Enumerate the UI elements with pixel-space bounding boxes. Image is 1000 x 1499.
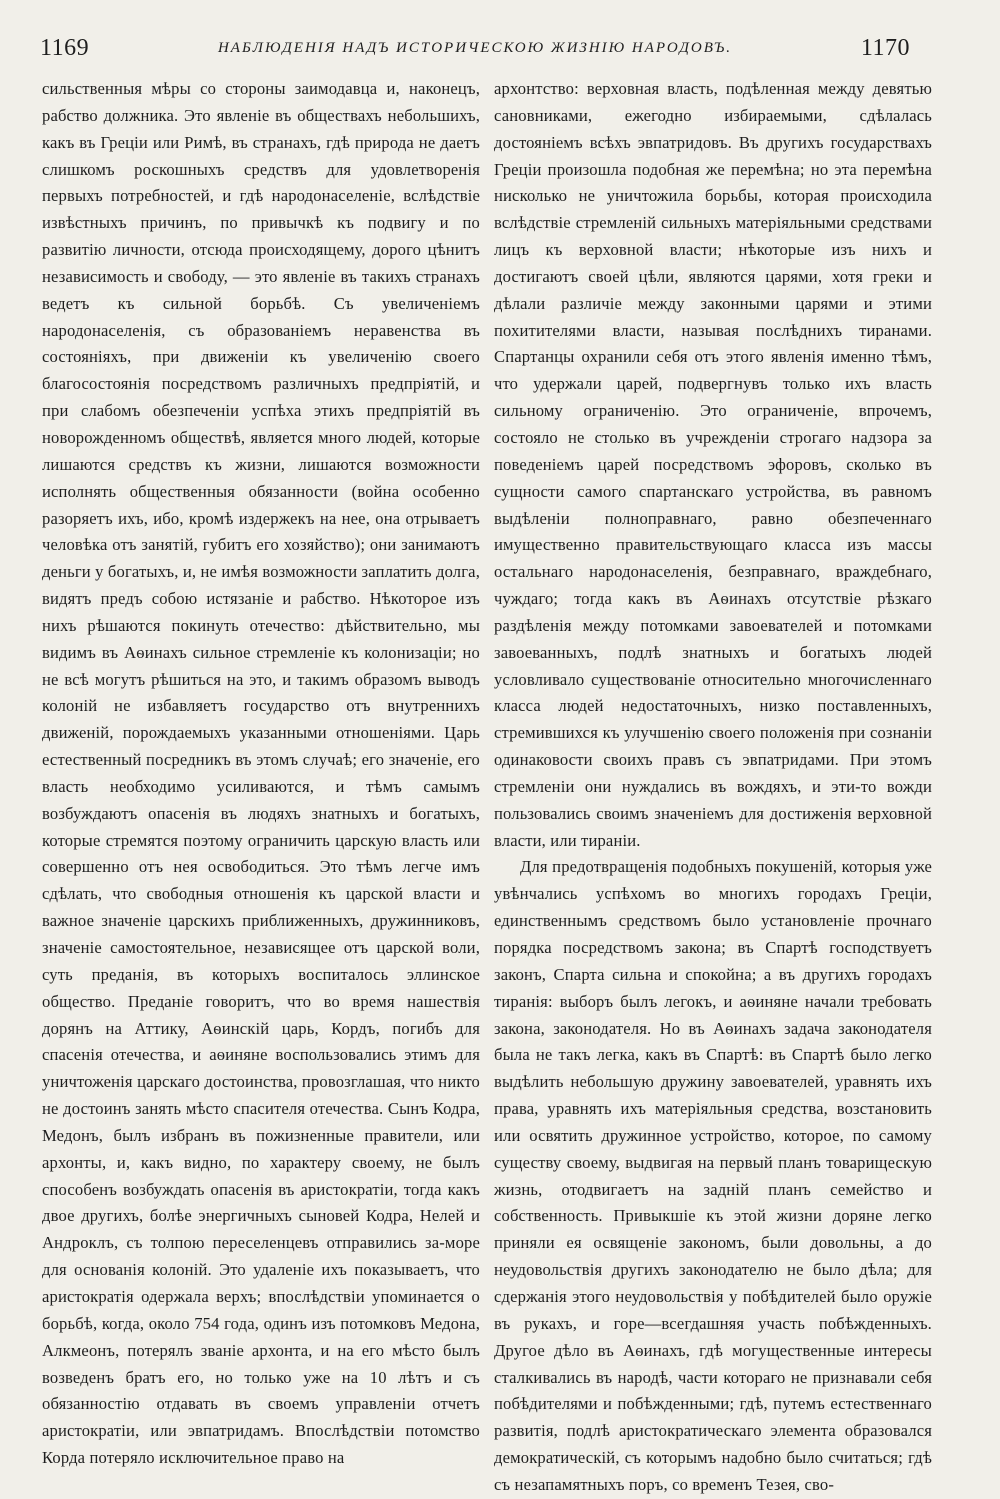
page-number-right: 1170	[860, 34, 910, 61]
text-columns	[42, 76, 932, 1499]
right-column	[494, 76, 932, 1499]
paragraph: Для предотвращенія подобныхъ покушеній, которыя уже увѣнчались успѣхомъ во многихъ городахъ Греціи, единственнымъ средствомъ было установленіе прочнаго порядка посредствомъ закона; въ Спартѣ господствуетъ законъ, Спарта сильна и спокойна; а въ другихъ городахъ тиранія: выборъ былъ легокъ, и аѳиняне начали требовать закона, законодателя. Но въ Аѳинахъ задача законодателя была не такъ легка, какъ въ Спартѣ: въ Спартѣ было легко выдѣлить небольшую дружину завоевателей, уравнять ихъ права, уравнять ихъ матеріяльныя средства, возстановить или освятить дружинное устройство, которое, по самому существу своему, выдвигая на первый планъ товарищескую жизнь, отодвигаетъ на задній планъ семейство и собственность. Привыкшіе къ этой жизни доряне легко приняли ея освященіе закономъ, были довольны, а до неудовольствія другихъ законодателю не было дѣла; для сдержанія этого неудовольствія у побѣдителей было оружіе въ рукахъ, и горе—всегдашняя участь побѣжденныхъ. Другое дѣло въ Аѳинахъ, гдѣ могущественные интересы сталкивались въ народѣ, части котораго не признавали себя побѣдителями и побѣжденными; гдѣ, путемъ естественнаго развитія, подлѣ аристократическаго элемента образовался демократическій, съ которымъ надобно было считаться; гдѣ съ незапамятныхъ поръ, со временъ Тезея, сво-	[494, 857, 932, 1494]
paragraph: сильственныя мѣры со стороны заимодавца и, наконецъ, рабство должника. Это явленіе въ обществахъ небольшихъ, какъ въ Греціи или Римѣ, въ странахъ, гдѣ природа не даетъ слишкомъ роскошныхъ средствъ для удовлетворенія первыхъ потребностей, и гдѣ народонаселеніе, вслѣдствіе извѣстныхъ причинъ, по привычкѣ къ подвигу и по развитію личности, отсюда происходящему, дорого цѣнитъ независимость и свободу, — это явленіе въ такихъ странахъ ведетъ къ сильной борьбѣ. Съ увеличеніемъ народонаселенія, съ образованіемъ неравенства въ состояніяхъ, при движеніи къ увеличенію своего благосостоянія посредствомъ различныхъ предпріятій, и при слабомъ обезпеченіи успѣха этихъ предпріятій въ новорожденномъ обществѣ, является много людей, которые лишаются средствъ къ жизни, лишаются возможности исполнять общественныя обязанности (война особенно разоряетъ ихъ, ибо, кромѣ издержекъ на нее, она отрываетъ человѣка отъ занятій, губитъ его хозяйство); они занимаютъ деньги у богатыхъ, и, не имѣя возможности заплатить долга, видятъ предъ собою истязаніе и рабство. Нѣкоторое изъ нихъ рѣшаются покинуть отечество: дѣйствительно, мы видимъ въ Аѳинахъ сильное стремленіе къ колонизаціи; но не всѣ могутъ рѣшиться на это, и такимъ образомъ выводъ колоній не избавляетъ государство отъ внутреннихъ движеній, порождаемыхъ указанными отношеніями. Царь естественный посредникъ въ этомъ случаѣ; его значеніе, его власть необходимо усиливаются, и тѣмъ самымъ возбуждаютъ опасенія въ людяхъ знатныхъ и богатыхъ, которые стремятся поэтому ограничить царскую власть или совершенно отъ нея освободиться. Это тѣмъ легче имъ сдѣлать, что свободныя отношенія къ царской власти и важное значеніе царскихъ приближенныхъ, дружинниковъ, значеніе самостоятельное, независящее отъ царской воли, суть преданія, въ которыхъ воспиталось эллинское общество. Преданіе говоритъ, что во время нашествія дорянъ на Аттику, Аѳинскій царь, Кордъ, погибъ для спасенія отечества, и аѳиняне воспользовались этимъ для уничтоженія царскаго достоинства, провозглашая, что никто не достоинъ занять мѣсто спасителя отечества. Сынъ Кодра, Медонъ, былъ избранъ въ пожизненные правители, или архонты, и, какъ видно, по характеру своему, не былъ способенъ возбуждать опасенія въ аристократіи, тогда какъ двое другихъ, болѣе энергичныхъ сыновей Кодра, Нелей и Андроклъ, съ толпою переселенцевъ отправились за-море для основанія колоній. Это удаленіе ихъ показываетъ, что аристократія одержала верхъ; впослѣдствіи упоминается о борьбѣ, когда, около 754 года, одинъ изъ потомковъ Медона, Алкмеонъ, потерялъ званіе архонта, и на его мѣсто былъ возведенъ братъ его, но только уже на 10 лѣтъ и съ обязанностію отдавать въ своемъ управленіи отчетъ аристократіи, или эвпатридамъ. Впослѣдствіи потомство Корда потеряло исключительное право на	[42, 79, 480, 1468]
running-head: НАБЛЮДЕНІЯ НАДЪ ИСТОРИЧЕСКОЮ ЖИЗНІЮ НАРОДОВЪ.	[217, 39, 733, 56]
left-column	[42, 76, 480, 1499]
paragraph: архонтство: верховная власть, подѣленная между девятью сановниками, ежегодно избираемыми, сдѣлалась достояніемъ всѣхъ эвпатридовъ. Въ другихъ государствахъ Греціи произошла подобная же перемѣна; но эта перемѣна нисколько не уничтожила борьбы, которая происходила вслѣдствіе стремленій сильныхъ матеріяльными средствами лицъ къ верховной власти; нѣкоторые изъ нихъ и достигаютъ своей цѣли, являются царями, хотя греки и дѣлали различіе между законными царями и этими похитителями власти, называя послѣднихъ тиранами. Спартанцы охранили себя отъ этого явленія именно тѣмъ, что удержали царей, подвергнувъ только ихъ власть сильному ограниченію. Это ограниченіе, впрочемъ, состояло не столько въ учрежденіи строгаго надзора за поведеніемъ царей посредствомъ эфоровъ, сколько въ сущности самого спартанскаго устройства, въ равномъ выдѣленіи полноправнаго, равно обезпеченнаго имущественно правительствующаго класса изъ массы остальнаго народонаселенія, безправнаго, враждебнаго, чуждаго; тогда какъ въ Аѳинахъ отсутствіе рѣзкаго раздѣленія между потомками завоевателей и потомками завоеванныхъ, подлѣ знатныхъ и богатыхъ людей условливало существованіе относительно многочисленнаго класса людей недостаточныхъ, низко поставленныхъ, стремившихся къ улучшенію своего положенія при сознаніи одинаковости своихъ правъ съ эвпатридами. При этомъ стремленіи они нуждались въ вождяхъ, и эти-то вожди пользовались своимъ значеніемъ для достиженія верховной власти, или тираніи.	[494, 79, 932, 850]
page-header	[40, 30, 910, 66]
page-number-left: 1169	[40, 34, 90, 61]
